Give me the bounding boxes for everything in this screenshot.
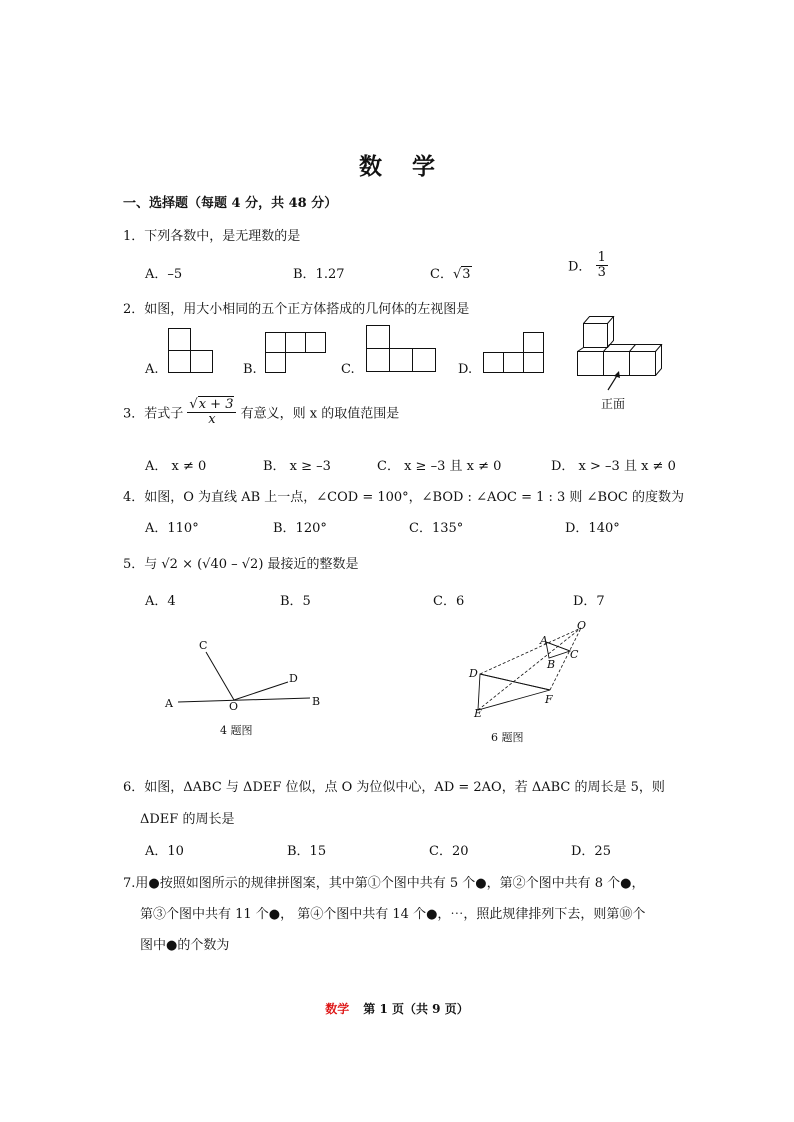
question-2-stem: 2．如图，用大小相同的五个正方体搭成的几何体的左视图是 bbox=[123, 302, 470, 317]
q5-option-a: A．4 bbox=[145, 594, 176, 609]
question-4-stem: 4．如图，O 为直线 AB 上一点，∠COD = 100°，∠BOD : ∠AOC = 1 : 3 则 ∠BOC 的度数为 bbox=[123, 490, 684, 505]
q6-option-b: B．15 bbox=[287, 844, 327, 859]
fig6-label-f: F bbox=[545, 693, 553, 706]
question-1-stem: 1．下列各数中，是无理数的是 bbox=[123, 229, 301, 244]
fig6-label-b: B bbox=[547, 658, 556, 671]
fig6-label-e: E bbox=[474, 707, 483, 720]
q3-option-c: C． x ≥ –3 且 x ≠ 0 bbox=[377, 459, 502, 474]
fig6-label-d: D bbox=[469, 667, 478, 680]
question-7-line3: 图中●的个数为 bbox=[140, 938, 230, 953]
q3-option-a: A． x ≠ 0 bbox=[145, 459, 207, 474]
fig6-caption: 6 题图 bbox=[491, 731, 524, 744]
fig6-label-c: C bbox=[570, 648, 579, 661]
fig4-label-c: C bbox=[199, 639, 208, 652]
question-5-stem: 5．与 √2 × (√40 – √2) 最接近的整数是 bbox=[123, 557, 359, 572]
q2-option-a-label: A. bbox=[145, 362, 159, 377]
footer-page-number: 第 1 页（共 9 页） bbox=[363, 1002, 469, 1016]
q4-option-c: C．135° bbox=[409, 521, 464, 536]
page-footer bbox=[0, 1000, 794, 1017]
footer-subject: 数学 bbox=[325, 1002, 350, 1016]
question-3-stem: 3．若式子 $\frac{√x + 3}{x}$ 有意义，则 x 的取值范围是 bbox=[123, 397, 400, 427]
question-6-line2: ΔDEF 的周长是 bbox=[140, 812, 235, 827]
question-7-line1: 7.用●按照如图所示的规律拼图案，其中第①个图中共有 5 个●，第②个图中共有 8 个●， bbox=[123, 876, 645, 891]
q5-option-b: B．5 bbox=[280, 594, 311, 609]
page-title: 数学 bbox=[359, 153, 465, 180]
question-7-line2: 第③个图中共有 11 个●， 第④个图中共有 14 个●，⋯，照此规律排列下去，则第⑩个 bbox=[140, 907, 646, 922]
q4-option-d: D．140° bbox=[565, 521, 620, 536]
q2-option-b-label: B. bbox=[243, 362, 257, 377]
fig4-label-d: D bbox=[289, 672, 298, 685]
q4-option-a: A．110° bbox=[145, 521, 199, 536]
fig4-caption: 4 题图 bbox=[220, 724, 253, 737]
q1-option-b: B．1.27 bbox=[293, 267, 345, 282]
question-6-line1: 6．如图，ΔABC 与 ΔDEF 位似，点 O 为位似中心，AD = 2AO，若 ΔABC 的周长是 5，则 bbox=[123, 780, 665, 795]
section-header: 一、选择题（每题 4 分，共 48 分） bbox=[123, 196, 338, 211]
q2-option-d-label: D. bbox=[458, 362, 473, 377]
q6-option-a: A．10 bbox=[145, 844, 184, 859]
q1-option-c: C．√3 bbox=[430, 267, 471, 282]
q6-option-d: D．25 bbox=[571, 844, 611, 859]
q5-option-d: D．7 bbox=[573, 594, 605, 609]
q1-option-d: D． $\frac{1}{3}$ bbox=[568, 250, 606, 280]
fig4-label-a: A bbox=[165, 697, 173, 710]
q2-option-d-figure bbox=[483, 332, 547, 376]
fig4-label-o: O bbox=[229, 700, 239, 713]
q5-option-c: C．6 bbox=[433, 594, 465, 609]
q4-option-b: B．120° bbox=[273, 521, 327, 536]
front-arrow bbox=[604, 370, 624, 392]
fig4-label-b: B bbox=[312, 695, 321, 708]
q2-option-a-figure bbox=[168, 328, 214, 374]
q3-option-d: D． x > –3 且 x ≠ 0 bbox=[551, 459, 676, 474]
fig6-label-a: A bbox=[540, 634, 548, 647]
q3-option-b: B． x ≥ –3 bbox=[263, 459, 331, 474]
fig6-label-o: O bbox=[577, 619, 587, 632]
q1-option-a: A．–5 bbox=[145, 267, 183, 282]
front-label: 正面 bbox=[601, 397, 626, 411]
q2-option-b-figure bbox=[265, 332, 329, 374]
q2-option-c-figure bbox=[366, 325, 438, 375]
q2-option-c-label: C. bbox=[341, 362, 355, 377]
q6-option-c: C．20 bbox=[429, 844, 469, 859]
